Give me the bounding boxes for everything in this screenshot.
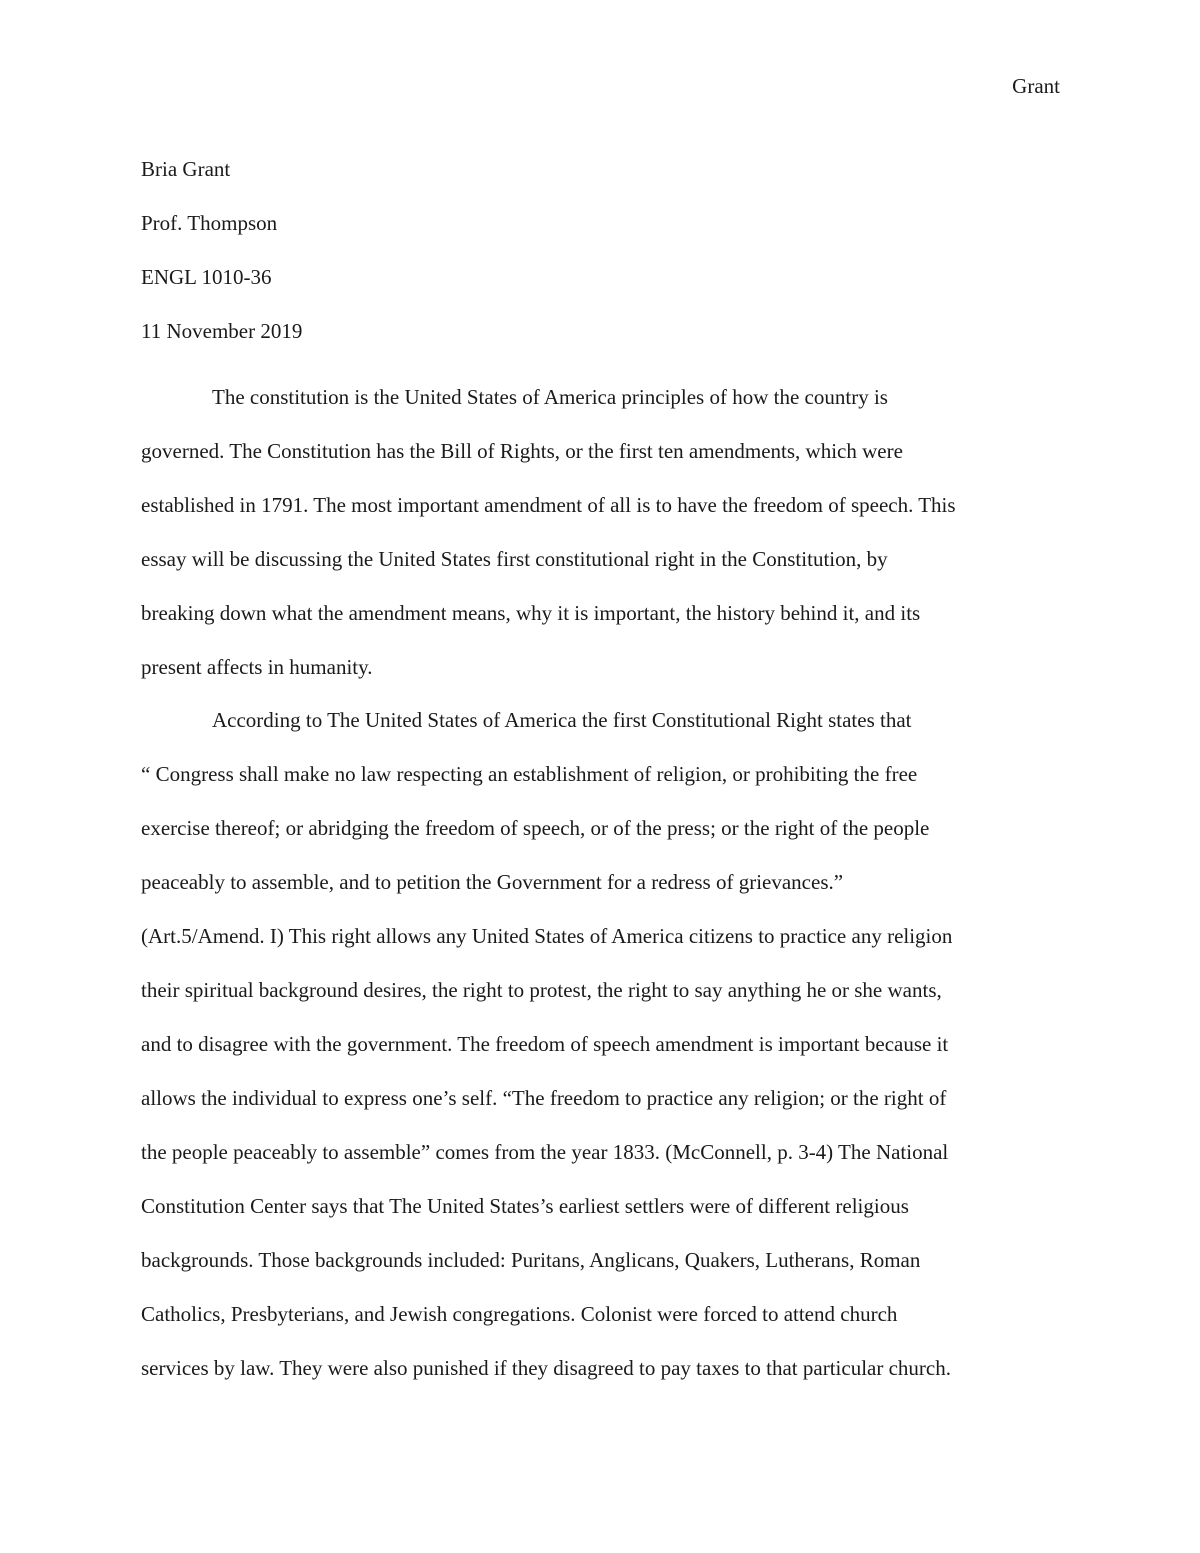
paragraph-1: [141, 370, 1061, 694]
running-header: Grant: [1012, 74, 1060, 98]
paragraph-line: allows the individual to express one’s self. “The freedom to practice any religion; or the right of: [141, 1086, 947, 1110]
paragraph-line: According to The United States of America the first Constitutional Right states that: [212, 708, 912, 732]
paragraph-line: and to disagree with the government. The freedom of speech amendment is important because it: [141, 1032, 949, 1056]
instructor-name: Prof. Thompson: [141, 211, 278, 235]
paragraph-line: backgrounds. Those backgrounds included: Puritans, Anglicans, Quakers, Lutherans, Roman: [141, 1248, 921, 1272]
paragraph-line: governed. The Constitution has the Bill of Rights, or the first ten amendments, which were: [141, 439, 903, 463]
course-number: ENGL 1010-36: [141, 265, 272, 289]
paragraph-line: The constitution is the United States of America principles of how the country is: [212, 385, 888, 409]
paragraph-line: Catholics, Presbyterians, and Jewish congregations. Colonist were forced to attend church: [141, 1302, 898, 1326]
paragraph-line: “ Congress shall make no law respecting an establishment of religion, or prohibiting the free: [141, 762, 918, 786]
paragraph-line: services by law. They were also punished if they disagreed to pay taxes to that particular church.: [141, 1356, 951, 1380]
mla-heading: [141, 142, 1061, 358]
paragraph-line: Constitution Center says that The United States’s earliest settlers were of different religious: [141, 1194, 909, 1218]
paragraph-line: exercise thereof; or abridging the freedom of speech, or of the press; or the right of the people: [141, 816, 930, 840]
paragraph-line: essay will be discussing the United States first constitutional right in the Constitution, by: [141, 547, 888, 571]
essay-body: [141, 370, 1061, 1395]
paragraph-2: [141, 693, 1061, 1395]
paragraph-line: present affects in humanity.: [141, 655, 373, 679]
paragraph-line: (Art.5/Amend. I) This right allows any United States of America citizens to practice any religion: [141, 924, 953, 948]
paragraph-line: peaceably to assemble, and to petition the Government for a redress of grievances.”: [141, 870, 844, 894]
paragraph-line: breaking down what the amendment means, why it is important, the history behind it, and its: [141, 601, 921, 625]
student-name: Bria Grant: [141, 157, 231, 181]
paragraph-line: their spiritual background desires, the right to protest, the right to say anything he or she wants,: [141, 978, 942, 1002]
paragraph-line: the people peaceably to assemble” comes from the year 1833. (McConnell, p. 3-4) The National: [141, 1140, 949, 1164]
submission-date: 11 November 2019: [141, 319, 303, 343]
paragraph-line: established in 1791. The most important amendment of all is to have the freedom of speech. This: [141, 493, 956, 517]
